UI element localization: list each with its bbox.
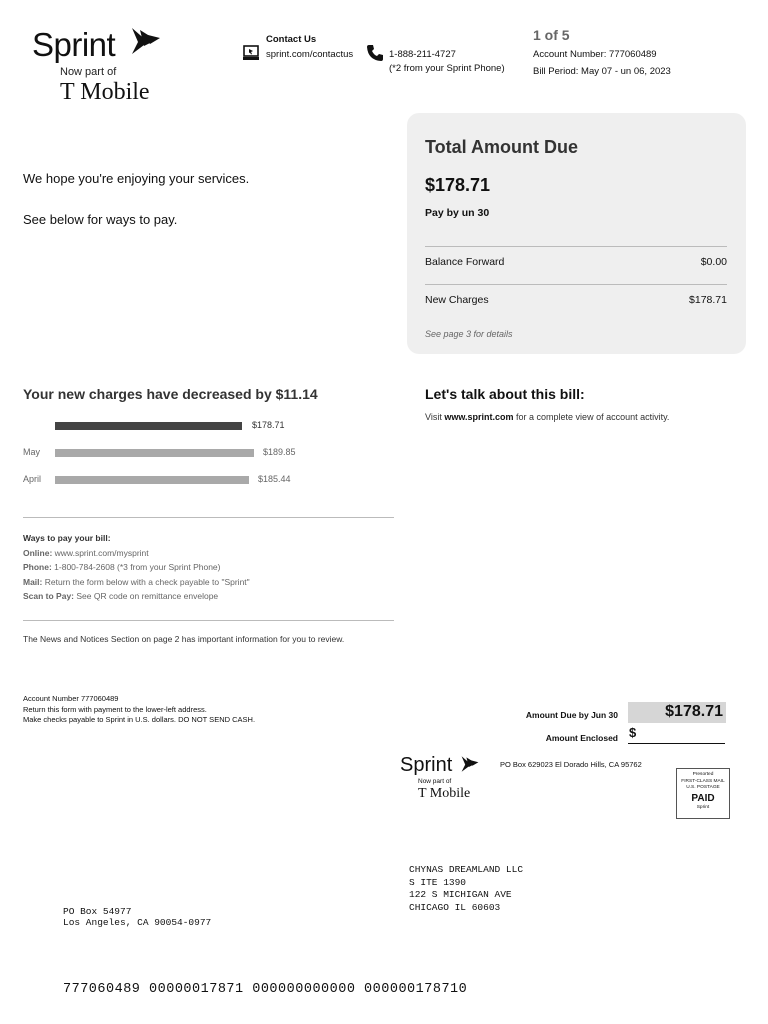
divider	[425, 284, 727, 285]
contact-url-link[interactable]: sprint.com/contactus	[266, 49, 354, 60]
ways-title: Ways to pay your bill:	[23, 533, 111, 543]
value-label: $185.44	[258, 474, 291, 484]
stamp-line: FIRST-CLASS MAIL	[681, 778, 725, 784]
stamp-paid: PAID	[691, 792, 715, 804]
sprint-website-link[interactable]: www.sprint.com	[444, 412, 514, 422]
value-label: $189.85	[263, 447, 296, 457]
way-phone	[23, 560, 250, 575]
way-label: Phone:	[23, 562, 52, 572]
stamp-line: Sprint	[696, 804, 710, 810]
way-label: Online:	[23, 547, 53, 558]
scanline: 777060489 00000017871 000000000000 000000178710	[63, 982, 468, 997]
bar-current	[55, 422, 242, 430]
talk-suffix: for a complete view of account activity.	[513, 412, 670, 422]
way-text: See QR code on remittance envelope	[74, 591, 219, 601]
chart-row	[23, 443, 393, 463]
amount-due-box	[628, 702, 726, 723]
ways-to-pay	[23, 531, 250, 604]
way-label: Mail:	[23, 576, 43, 587]
divider	[425, 246, 727, 247]
new-charges-label: New Charges	[425, 294, 489, 306]
return-address	[63, 906, 211, 928]
address-line: Los Angeles, CA 90054-0977	[63, 917, 212, 928]
way-text[interactable]: www.sprint.com/mysprint	[52, 547, 149, 558]
total-due-card	[407, 113, 746, 354]
tmobile-wordmark: T Mobile	[418, 786, 471, 801]
now-part-of-label: Now part of	[60, 66, 117, 78]
postage-stamp	[676, 768, 730, 819]
remit-instructions	[23, 694, 255, 726]
sprint-wordmark: Sprint	[400, 754, 453, 776]
total-due-title: Total Amount Due	[425, 137, 578, 157]
charges-chart	[23, 416, 393, 496]
balance-forward-value: $0.00	[700, 256, 727, 268]
bill-period: Bill Period: May 07 - un 06, 2023	[533, 66, 671, 77]
now-part-of-label: Now part of	[418, 778, 452, 785]
amount-enclosed-field[interactable]	[628, 725, 725, 744]
talk-text	[425, 412, 669, 422]
way-scan	[23, 589, 250, 604]
value-label: $178.71	[252, 420, 285, 430]
address-line: PO Box 54977	[63, 906, 132, 917]
chart-row	[23, 416, 393, 436]
sprint-wordmark: Sprint	[32, 26, 116, 63]
sprint-swoosh-icon	[130, 26, 162, 56]
account-number: Account Number: 777060489	[533, 49, 657, 60]
bar-april	[55, 476, 249, 484]
way-mail	[23, 575, 250, 590]
amount-due-value: $178.71	[665, 703, 723, 720]
category-label: May	[23, 447, 41, 457]
address-line: 122 S MICHIGAN AVE	[409, 889, 512, 900]
way-text: 1-800-784-2608 (*3 from your Sprint Phone)	[51, 562, 221, 572]
tmobile-wordmark: T Mobile	[60, 79, 150, 105]
greeting-line-2: See below for ways to pay.	[23, 212, 178, 227]
talk-prefix: Visit	[425, 412, 445, 422]
page-indicator: 1 of 5	[533, 27, 570, 43]
address-line: CHICAGO IL 60603	[409, 901, 501, 913]
balance-forward-label: Balance Forward	[425, 256, 505, 268]
phone-icon	[366, 44, 384, 62]
stamp-line: U.S. POSTAGE	[686, 785, 720, 790]
contact-phone: 1-888-211-4727	[389, 49, 456, 60]
sprint-logo	[32, 26, 172, 106]
amount-enclosed-label: Amount Enclosed	[545, 733, 618, 743]
recipient-address	[409, 864, 523, 914]
chart-heading: Your new charges have decreased by $11.14	[23, 386, 318, 402]
sprint-logo-small	[400, 754, 495, 809]
computer-icon	[243, 45, 259, 61]
chart-row	[23, 470, 393, 490]
remit-po-box: PO Box 629023 El Dorado Hills, CA 95762	[500, 760, 642, 769]
details-note: See page 3 for details	[425, 329, 513, 339]
news-notice: The News and Notices Section on page 2 has important information for you to review.	[23, 634, 345, 644]
remit-checks: Make checks payable to Sprint in U.S. dollars. DO NOT SEND CASH.	[23, 715, 256, 724]
address-line: S ITE 1390	[409, 876, 467, 888]
divider	[23, 620, 394, 621]
total-due-amount: $178.71	[425, 175, 491, 195]
remit-account: Account Number 777060489	[23, 694, 119, 703]
amount-due-label: Amount Due by Jun 30	[525, 710, 618, 720]
divider	[23, 517, 394, 518]
new-charges-value: $178.71	[689, 294, 727, 306]
stamp-line: Presorted	[692, 772, 714, 777]
way-online	[23, 546, 250, 561]
contact-phone-note: (*2 from your Sprint Phone)	[389, 63, 505, 74]
remit-return: Return this form with payment to the lower-left address.	[23, 704, 207, 714]
tmobile-logo	[60, 79, 150, 106]
dollar-sign: $	[629, 725, 637, 740]
way-label: Scan to Pay:	[23, 591, 75, 601]
pay-by-date: Pay by un 30	[425, 207, 490, 219]
address-line: CHYNAS DREAMLAND LLC	[409, 864, 524, 875]
talk-title: Let's talk about this bill:	[425, 386, 585, 402]
category-label: April	[23, 474, 42, 484]
sprint-swoosh-icon	[460, 755, 480, 773]
contact-title: Contact Us	[266, 34, 317, 45]
greeting-line-1: We hope you're enjoying your services.	[23, 171, 250, 186]
bar-may	[55, 449, 254, 457]
way-text: Return the form below with a check payable to "Sprint"	[42, 576, 250, 587]
